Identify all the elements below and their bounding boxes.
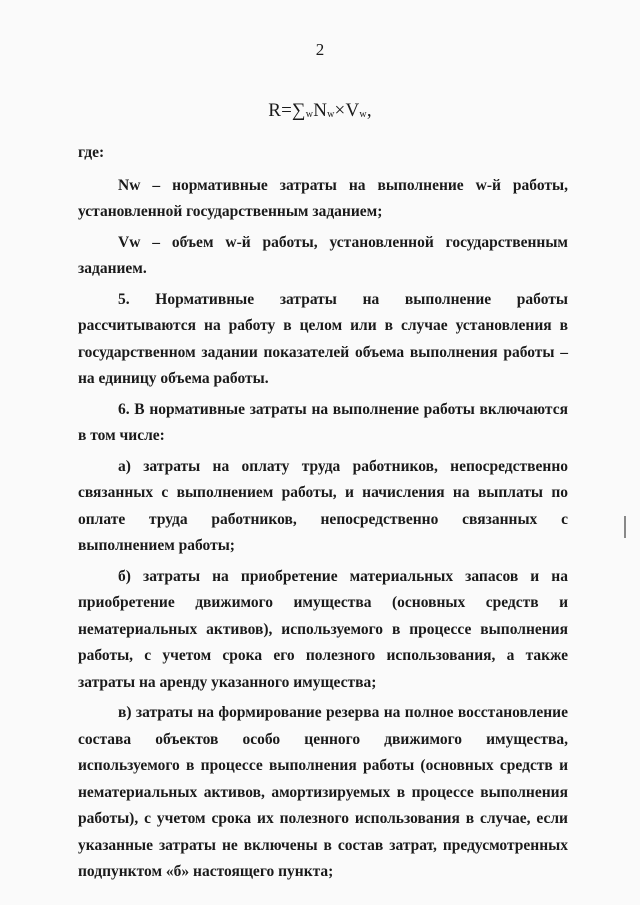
subparagraph-v: в) затраты на формирование резерва на полное восстановление состава объектов особо ценного движимого имущества, используемого в процессе выполнения работы (основных средств и нематериальных активов, амортизируемых в процессе выполнения работы), с учетом срока их полезного использования в случае, если указанные затраты не включены в состав затрат, предусмотренных подпунктом «б» настоящего пункта; — [78, 704, 568, 880]
formula — [0, 100, 640, 122]
where-label: где: — [78, 144, 105, 161]
formula-lhs: R= — [268, 100, 293, 121]
subparagraph-a: а) затраты на оплату труда работников, непосредственно связанных с выполнением работы, и начисления на выплаты по оплате труда работников, непосредственно связанных с выполнением работы; — [78, 457, 568, 554]
formula-sum-sub: w — [305, 109, 314, 120]
formula-times: × — [334, 100, 346, 121]
edge-mark — [624, 516, 626, 538]
paragraph-6: 6. В нормативные затраты на выполнение работы включаются в том числе: — [78, 400, 568, 444]
definition-nw: Nw – нормативные затраты на выполнение w-й работы, установленной государственным заданием; — [78, 176, 568, 220]
formula-sum: ∑ — [292, 100, 306, 121]
formula-tail: , — [366, 100, 372, 121]
formula-v: V — [345, 100, 360, 121]
page-number: 2 — [315, 40, 325, 59]
formula-n: N — [313, 100, 328, 121]
subparagraph-b: б) затраты на приобретение материальных запасов и на приобретение движимого имущества (основных средств и нематериальных активов), используемого в процессе выполнения работы, с учетом срока его полезного использования, а также затраты на аренду указанного имущества; — [78, 567, 568, 691]
definition-vw: Vw – объем w-й работы, установленной государственным заданием. — [78, 233, 568, 277]
formula-n-sub: w — [327, 109, 335, 120]
document-body — [78, 140, 568, 886]
formula-v-sub: w — [359, 109, 367, 120]
paragraph-5: 5. Нормативные затраты на выполнение работы рассчитываются на работу в целом или в случае установления в государственном задании показателей объема выполнения работы – на единицу объема работы. — [78, 290, 568, 387]
